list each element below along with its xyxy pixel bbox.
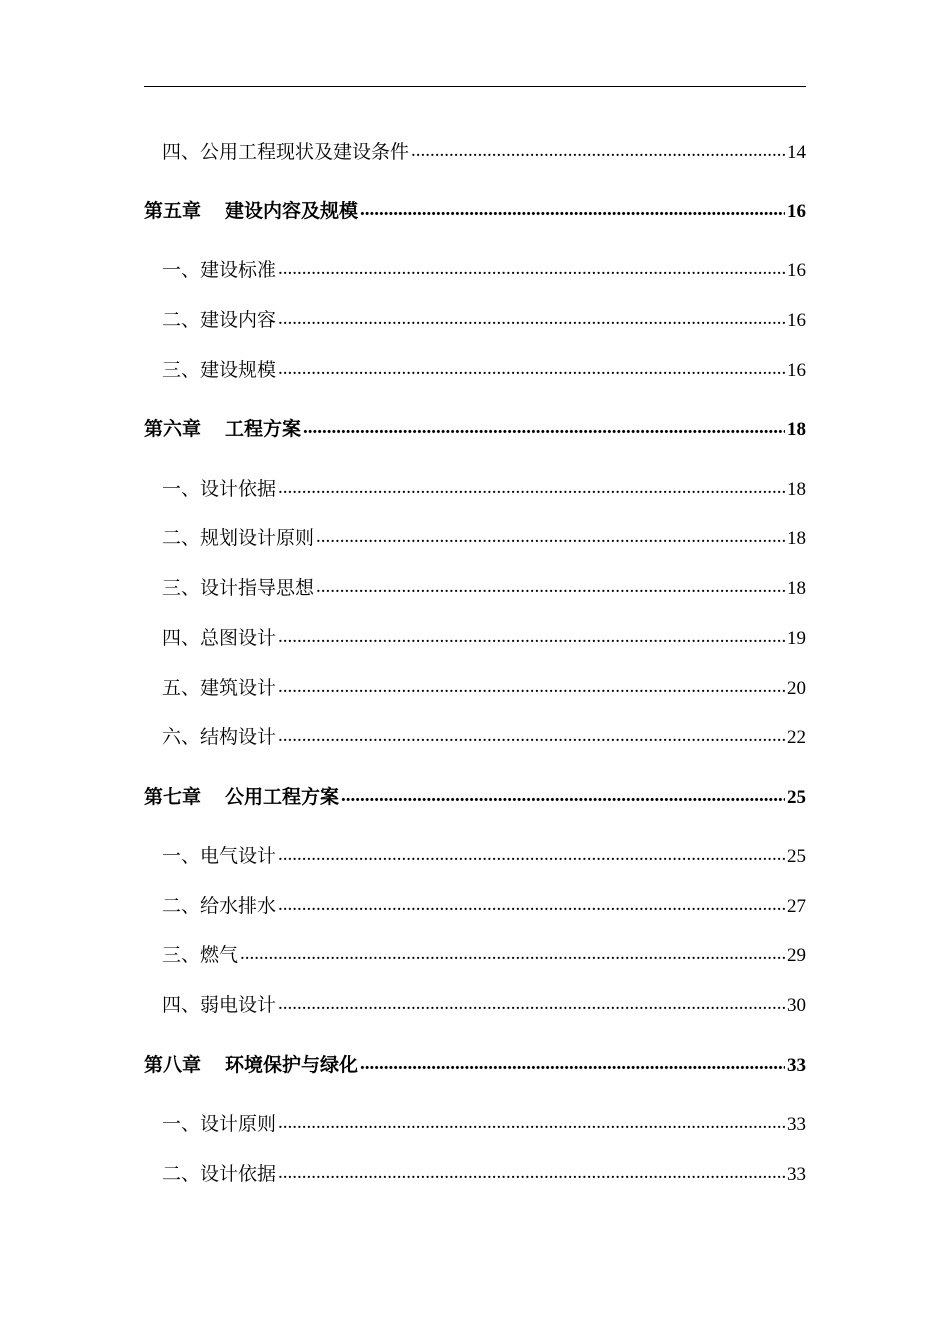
toc-entry[interactable] <box>162 575 806 601</box>
toc-entry-title: 建设内容及规模 <box>225 200 359 222</box>
toc-page-number: 19 <box>787 628 806 649</box>
toc-leader <box>278 357 785 376</box>
toc-page-number: 16 <box>787 201 806 222</box>
header-rule <box>144 86 806 87</box>
toc-page-number: 25 <box>787 787 806 808</box>
toc-page-number: 16 <box>787 360 806 381</box>
toc-entry-title: 工程方案 <box>225 418 302 440</box>
toc-leader <box>278 307 785 326</box>
toc-entry[interactable] <box>162 525 806 551</box>
toc-entry[interactable] <box>162 1161 806 1187</box>
toc-entry-title: 一、建设标准 <box>162 259 277 281</box>
toc-leader <box>303 416 785 435</box>
toc-entry-title: 六、结构设计 <box>162 726 277 748</box>
toc-entry-title: 二、建设内容 <box>162 309 277 331</box>
toc-entry[interactable] <box>162 625 806 651</box>
toc-page-number: 29 <box>787 945 806 966</box>
toc-leader <box>278 1111 785 1130</box>
toc-entry[interactable] <box>162 893 806 919</box>
toc-leader <box>278 893 785 912</box>
toc-chapter-entry[interactable] <box>144 1052 806 1078</box>
toc-chapter-entry[interactable] <box>144 198 806 224</box>
toc-leader <box>278 724 785 743</box>
toc-leader <box>411 139 785 158</box>
toc-page-number: 22 <box>787 727 806 748</box>
toc-entry-title: 一、电气设计 <box>162 845 277 867</box>
toc-chapter-entry[interactable] <box>144 416 806 442</box>
toc-entry-title: 一、设计依据 <box>162 478 277 500</box>
toc-entry-title: 公用工程方案 <box>225 786 340 808</box>
toc-page-number: 18 <box>787 528 806 549</box>
toc-entry[interactable] <box>162 843 806 869</box>
toc-entry[interactable] <box>162 307 806 333</box>
toc-chapter-number: 第六章 <box>144 418 202 440</box>
toc-entry-title: 五、建筑设计 <box>162 677 277 699</box>
toc-entry-title: 四、公用工程现状及建设条件 <box>162 141 410 163</box>
toc-entry-title: 三、建设规模 <box>162 359 277 381</box>
toc-leader <box>240 942 785 961</box>
toc-chapter-number: 第七章 <box>144 786 202 808</box>
toc-leader <box>278 843 785 862</box>
toc-entry-title: 环境保护与绿化 <box>225 1054 359 1076</box>
toc-entry-title: 二、规划设计原则 <box>162 527 315 549</box>
toc-leader <box>278 625 785 644</box>
toc-page-number: 18 <box>787 419 806 440</box>
toc-page-number: 14 <box>787 142 806 163</box>
toc-entry[interactable] <box>162 139 806 165</box>
toc-page-number: 30 <box>787 995 806 1016</box>
toc-page-number: 25 <box>787 846 806 867</box>
toc-chapter-number: 第五章 <box>144 200 202 222</box>
toc-entry-title: 一、设计原则 <box>162 1113 277 1135</box>
toc-entry-title: 三、燃气 <box>162 944 239 966</box>
toc-leader <box>341 784 785 803</box>
toc-page-number: 16 <box>787 310 806 331</box>
toc-page-number: 16 <box>787 260 806 281</box>
toc-entry-title: 四、弱电设计 <box>162 994 277 1016</box>
toc-page-number: 18 <box>787 578 806 599</box>
toc-page-number: 18 <box>787 479 806 500</box>
toc-chapter-entry[interactable] <box>144 784 806 810</box>
toc-entry[interactable] <box>162 357 806 383</box>
toc-page-number: 33 <box>787 1164 806 1185</box>
toc-entry-title: 三、设计指导思想 <box>162 577 315 599</box>
toc-leader <box>360 1052 785 1071</box>
toc-entry[interactable] <box>162 942 806 968</box>
toc-page-number: 33 <box>787 1114 806 1135</box>
toc-entry-title: 二、给水排水 <box>162 895 277 917</box>
toc-leader <box>278 476 785 495</box>
toc-entry[interactable] <box>162 992 806 1018</box>
toc-leader <box>278 1161 785 1180</box>
toc-leader <box>278 675 785 694</box>
toc-entry[interactable] <box>162 675 806 701</box>
toc-entry[interactable] <box>162 724 806 750</box>
toc-page-number: 20 <box>787 678 806 699</box>
toc-leader <box>278 257 785 276</box>
toc-chapter-number: 第八章 <box>144 1054 202 1076</box>
toc-entry-title: 二、设计依据 <box>162 1163 277 1185</box>
toc-entry[interactable] <box>162 1111 806 1137</box>
toc-entry[interactable] <box>162 257 806 283</box>
toc-entry[interactable] <box>162 476 806 502</box>
toc-leader <box>316 525 785 544</box>
toc-page-number: 27 <box>787 896 806 917</box>
toc-leader <box>360 198 785 217</box>
toc-entry-title: 四、总图设计 <box>162 627 277 649</box>
toc-leader <box>278 992 785 1011</box>
toc-page-number: 33 <box>787 1055 806 1076</box>
toc-leader <box>316 575 785 594</box>
